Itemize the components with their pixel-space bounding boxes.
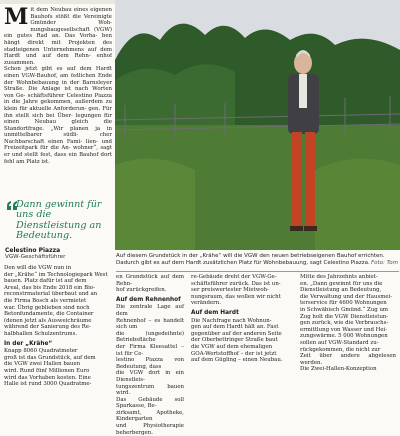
intro-paragraph (4, 7, 112, 197)
text-line: wohner“, sagt er und stellt fest, (4, 145, 112, 159)
text-line: in Schwäbisch Gmünd.“ Zug um (300, 306, 389, 313)
text-line: auf dem Gügling – einen Neubau. (191, 357, 283, 364)
text-line: Zug holt die VGW Dienstleistun- (300, 313, 389, 320)
text-line: cher Nachbarschaft einen Fami- (4, 132, 112, 145)
text-line: gen. Für ihn stellt sich bei Über- (4, 105, 112, 119)
text-line: Zeit über andere abgelesen werden. (300, 353, 396, 366)
col3-top-text (191, 274, 295, 307)
intro-text (4, 7, 112, 165)
person-left-leg (292, 132, 302, 227)
after-quote-text (4, 265, 112, 338)
final-text (4, 348, 112, 388)
photo-scene (115, 0, 400, 250)
quote-role: VGW-Geschäftsführer (5, 254, 66, 260)
text-line: Die zentrale Lage auf dem (116, 304, 184, 317)
text-line: GOA-Wertstoffhof – der ist jetzt (191, 350, 277, 357)
text-line: die VGW dort in ein Dienstleis- (116, 370, 184, 383)
text-line: Betonfundamente, die Container (4, 311, 94, 318)
caption-divider (116, 271, 399, 272)
text-line: it dem Neubau eines (30, 7, 91, 13)
text-line: war. Übrig geblieben sind noch (4, 304, 90, 311)
text-line: des stadteigenen Unternehmens (4, 39, 112, 53)
text-line: hof zurückgreifen. (116, 287, 167, 294)
text-line: legungen für einen Neubau (4, 112, 112, 126)
text-line: bauen. Platz dafür ist auf dem (4, 278, 87, 285)
text-line: während der Sanierung des Re- (4, 324, 91, 331)
article-photo (115, 0, 400, 250)
text-line: rückgekommen, die nicht zur (300, 346, 381, 353)
article-column-1-continued (4, 265, 112, 388)
text-line: die Verwaltung und der Hausmei- (300, 293, 393, 300)
text-line: schäftsführer Celestino Piazza in (4, 92, 112, 106)
subheading-hardt: Auf dem Hardt (191, 309, 239, 316)
text-line: (denen jetzt als Ausweichräume (4, 317, 92, 324)
text-line: Schon jetzt gibt es auf dem (4, 66, 96, 73)
weeds-right (315, 159, 400, 250)
text-line: die Firma Bosch als vermietet (4, 297, 87, 304)
subheading-kraehe: In der „Krähe“ (4, 340, 53, 347)
text-line: sollen auf VGW-Standard zu- (300, 339, 379, 346)
text-line: enhof zusammen. (4, 53, 112, 66)
person-right-leg (305, 132, 315, 227)
text-line: gen auf dem Hardt hält an. Fast (191, 324, 279, 331)
article-column-3 (191, 274, 295, 364)
text-line: ein gutes Rad an. Das Vorha- (4, 33, 102, 40)
text-line: terservice für 4600 Wohnungen (300, 300, 387, 307)
text-line: der Oberbettringer Straße baut (191, 337, 278, 344)
text-line: Dienstleistung an Bedeutung, (300, 287, 382, 294)
col3-mid-text (191, 318, 295, 364)
text-line: ben hängt direkt mit Projekten (4, 33, 112, 46)
text-line: Die Zwei-Hallen-Konzeption (300, 366, 377, 373)
text-line: die Jahre gekommen, außerdem (12, 99, 106, 106)
text-line: zungswärme. 5 000 Wohnungen (300, 333, 388, 340)
text-line: nungsraum, das wollen wir nicht (191, 293, 281, 300)
photo-credit: Foto: Tom (370, 259, 398, 266)
text-line: dass ein Bauhof dort fehl am (4, 152, 112, 165)
text-line: zu klein für aktuelle Anforderun- (4, 99, 112, 112)
text-line: re-Gebäude dreht der VGW-Ge- (191, 274, 277, 280)
text-line: ermittlung von Wasser und Hei- (300, 326, 388, 333)
col4-text (300, 274, 396, 373)
text-line: Areal, das bis Ende 2018 ein Bio- (4, 284, 95, 291)
text-line: reconstrmaterial überbaut und an (4, 291, 98, 298)
text-line: der Firma Kleesattel – ist für Ce- (116, 343, 184, 357)
article-column-2 (116, 274, 184, 436)
text-line: gen zurück, wie die Verbrauchs- (300, 320, 389, 327)
weeds-left (115, 159, 195, 250)
text-line: Die Nachfrage nach Wohnun- (191, 317, 272, 324)
text-line: wird das Vorhaben kosten. Eine (4, 374, 91, 381)
text-line: Halle ist rund 3000 Quadratme- (4, 381, 92, 388)
article-column-1 (4, 7, 112, 197)
text-line: nungsbaugesellschaft (VGW) (30, 26, 112, 33)
text-line: schäftsführer zurück. Das ist un- (191, 280, 281, 287)
quote-author: Celestino Piazza (5, 247, 61, 254)
text-line: die (ungedeihnte) Betriebsfläche (116, 330, 184, 344)
text-line: lestino Piazza von Bedeutung, dass (116, 357, 184, 370)
text-line: zirksamt, Apotheke, Kindergarten (116, 409, 184, 423)
text-line: Mitte des Jahrzehnts anbiet- (300, 274, 378, 280)
text-line: Rehnenhof – es handelt sich um (116, 317, 184, 331)
text-line: Knapp 8060 Quadratmeter (4, 348, 78, 355)
text-line: en. „Dann gewinnt für uns die (300, 280, 383, 287)
text-line: gegenüber auf der anderen Seite (191, 330, 282, 337)
text-line: en Grundstück auf dem Rehn- (116, 274, 184, 287)
text-line: stößt die Vereinigte (55, 13, 112, 20)
subheading-rehnenhof: Auf dem Rehnenhof (116, 296, 181, 303)
text-line: halbhallen Schulzentrums. (4, 330, 78, 337)
text-line: und Physiotherapie beherbergen. (116, 423, 184, 436)
dropcap: M (4, 7, 29, 30)
text-line: in der Barnsleyer Straße. Die (4, 79, 112, 93)
text-line: die VGW zwei Hallen bauen (4, 361, 81, 368)
pull-quote: Dann gewinnt für uns die Dienstleistung an Bedeutung. (16, 199, 102, 242)
text-line: Den will die VGW nun in (4, 265, 72, 271)
text-line: Anlage ist nach Worten von Ge- (4, 86, 112, 99)
article-column-4 (300, 274, 396, 373)
col2-mid-text (116, 304, 184, 436)
text-line: Gmünder Woh- (30, 20, 112, 27)
text-line: Platz ist. (26, 158, 50, 165)
text-line: auf dem Hardt und auf dem Rehn- (4, 46, 112, 60)
photo-caption (116, 253, 398, 266)
text-line: ser preiswertester Mietwoh- (191, 287, 269, 294)
text-line: verändern. (191, 300, 221, 307)
text-line: tungszentrum bauen wird. (116, 383, 184, 397)
text-line: Hardt einen VGW-Bauhof, am (4, 66, 112, 79)
text-line: der „Krähe“ im Technologiepark West (4, 271, 108, 278)
text-line: die VGW auf dem ehemaligen (191, 343, 273, 350)
col2-top-text (116, 274, 184, 294)
text-line: planen ja in unmittelbarer südli- (4, 125, 112, 139)
caption-text: Auf diesem Grundstück in der „Krähe“ will die VGW den neuen betriebseigenen Bauhof errichten. Dadurch gibt es auf dem Hardt zusätzlichen Platz für Wohnbebauung, sagt Celestino Piazza. (116, 253, 385, 266)
text-line: eigenen Bauhofs (30, 7, 112, 20)
text-line: wird. Rund fünf Millionen Euro (4, 367, 90, 374)
text-line: groß ist das Grundstück, auf dem (4, 354, 96, 361)
text-line: gleich die Standortfrage. „Wir (4, 119, 112, 132)
text-line: lien- und Freizeitpark für die An- (4, 138, 112, 152)
text-line: östlichen Ende der Wohnbebauung (4, 72, 112, 86)
text-line: Das Gebäude soll Sparkasse, Be- (116, 396, 184, 410)
